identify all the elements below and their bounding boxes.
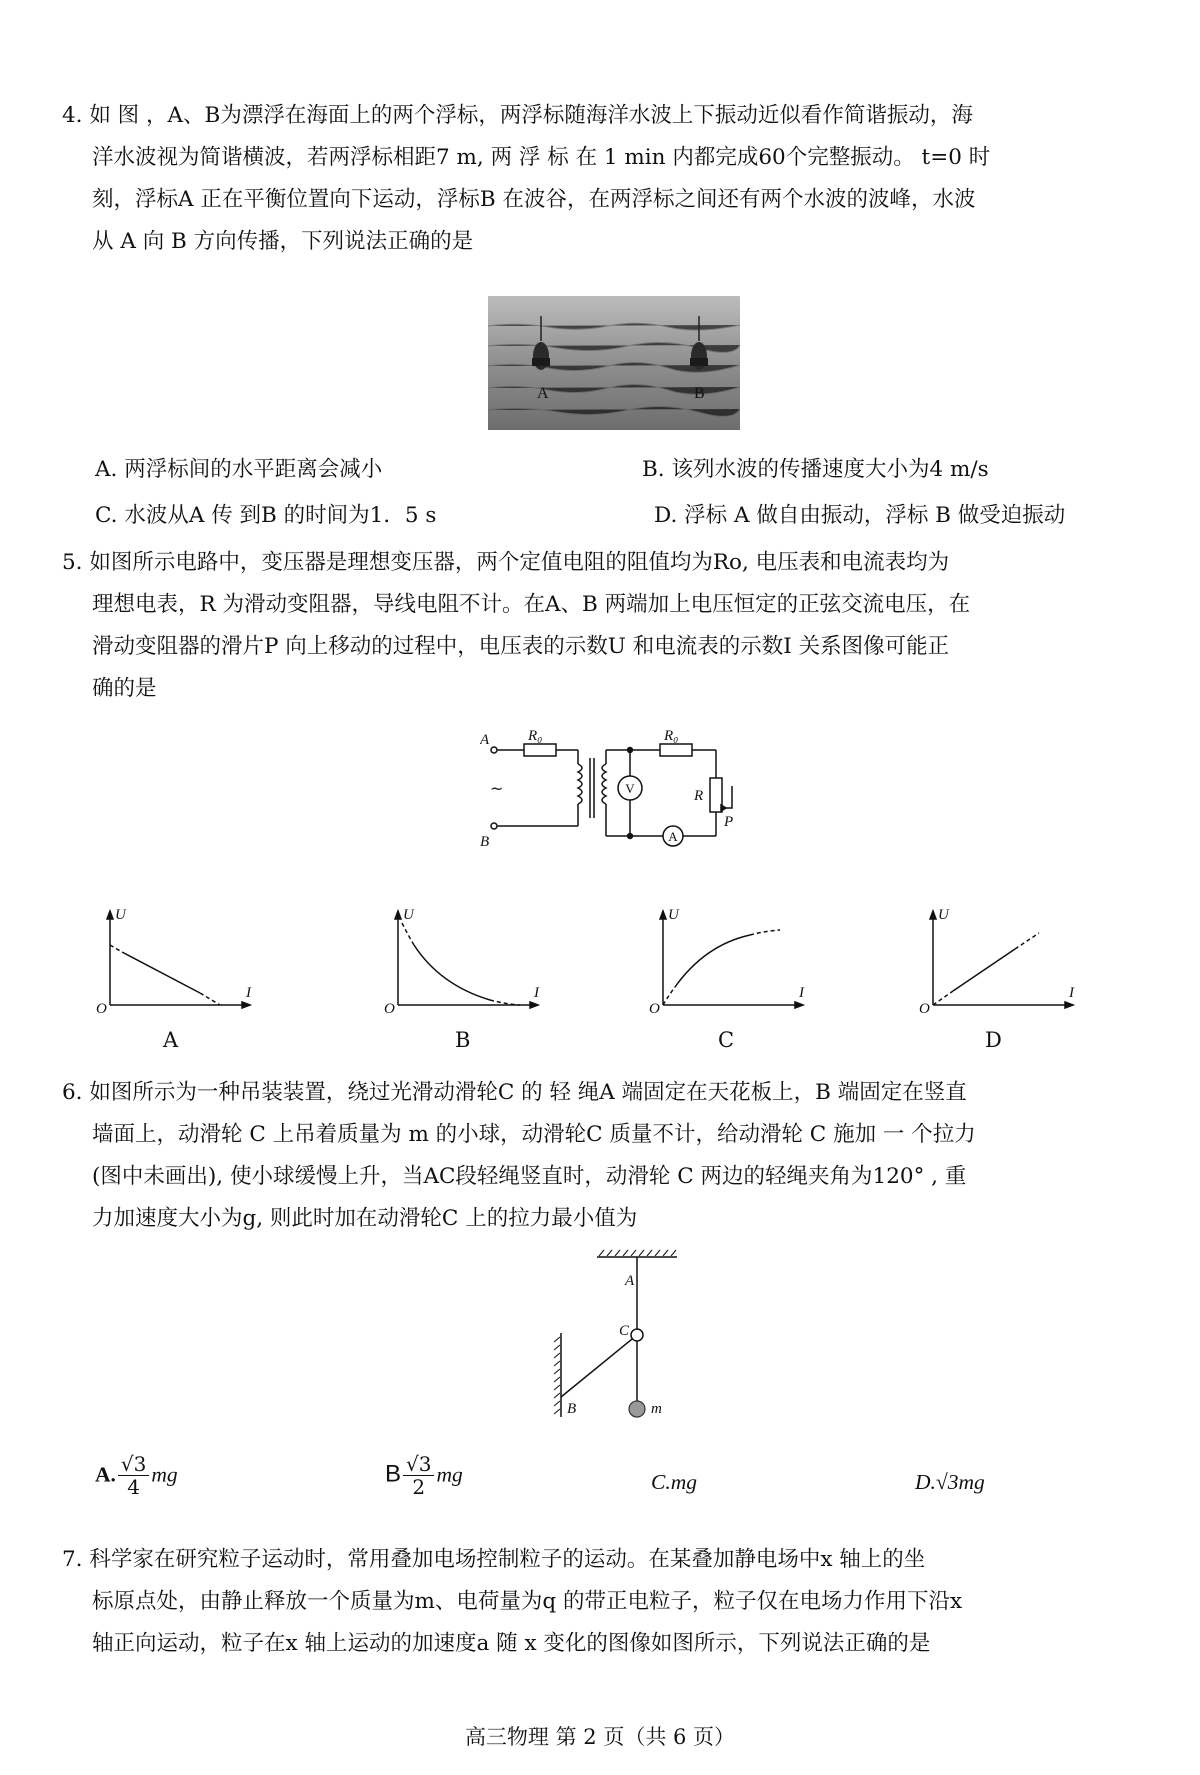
- graph-d-label: D: [985, 1028, 1002, 1052]
- resistor-r0-primary: [524, 744, 556, 756]
- r0-secondary-label: R₀: [664, 728, 679, 744]
- graph-d: [915, 905, 1085, 1015]
- q6-line-4: 力加速度大小为g, 则此时加在动滑轮C 上的拉力最小值为: [92, 1206, 638, 1231]
- q6-option-a-prefix: A.: [95, 1462, 116, 1487]
- graph-c-origin: O: [649, 1001, 660, 1015]
- page-footer: 高三物理 第 2 页（共 6 页）: [464, 1725, 736, 1749]
- terminal-a-label: A: [480, 732, 490, 748]
- graph-c-x-label: I: [799, 985, 804, 1001]
- graph-c: [645, 905, 815, 1015]
- graph-d-y-label: U: [938, 907, 949, 923]
- terminal-b-label: B: [480, 834, 490, 848]
- q7-line-1: 7. 科学家在研究粒子运动时，常用叠加电场控制粒子的运动。在某叠加静电场中x 轴上的坐: [62, 1547, 926, 1572]
- q4-option-d: D. 浮标 A 做自由振动，浮标 B 做受迫振动: [654, 503, 1066, 528]
- graph-a-y-label: U: [115, 907, 126, 923]
- q6-option-a-suffix: mg: [151, 1462, 178, 1487]
- graph-b-x-label: I: [534, 985, 539, 1001]
- q4-option-c: C. 水波从A 传 到B 的时间为1．5 s: [95, 503, 437, 528]
- ammeter-label: A: [668, 829, 678, 844]
- graph-a-x-label: I: [246, 985, 251, 1001]
- rheostat-label: R: [694, 788, 704, 804]
- transformer-circuit-diagram: [480, 728, 740, 848]
- q4-line-4: 从 A 向 B 方向传播，下列说法正确的是: [92, 229, 474, 254]
- q6-option-b-denominator: 2: [412, 1475, 426, 1499]
- photo-label-a: A: [537, 385, 549, 402]
- fig-label-a: A: [625, 1273, 635, 1289]
- graph-b: [380, 905, 550, 1015]
- q5-line-3: 滑动变阻器的滑片P 向上移动的过程中，电压表的示数U 和电流表的示数I 关系图像可能正: [92, 634, 950, 659]
- q4-line-3: 刻，浮标A 正在平衡位置向下运动，浮标B 在波谷，在两浮标之间还有两个水波的波峰，水波: [92, 187, 976, 212]
- graph-a-origin: O: [96, 1001, 107, 1015]
- fig-label-b: B: [567, 1401, 577, 1417]
- ball-m-icon: [629, 1401, 645, 1417]
- q6-option-a-denominator: 4: [127, 1475, 140, 1499]
- buoy-photo: [488, 296, 740, 430]
- q6-option-b-suffix: mg: [436, 1462, 463, 1487]
- graph-a: [92, 905, 262, 1015]
- pulley-diagram: [545, 1245, 690, 1420]
- q4-line-1: 4. 如 图 ，A、B为漂浮在海面上的两个浮标，两浮标随海洋水波上下振动近似看作简谐振动，海: [62, 103, 973, 128]
- graph-a-label: A: [163, 1028, 179, 1052]
- resistor-r0-secondary: [660, 744, 692, 756]
- q6-line-3: (图中未画出), 使小球缓慢上升，当AC段轻绳竖直时，动滑轮 C 两边的轻绳夹角为120° , 重: [92, 1164, 967, 1189]
- q5-line-1: 5. 如图所示电路中，变压器是理想变压器，两个定值电阻的阻值均为Ro, 电压表和电流表均为: [62, 550, 950, 575]
- graph-d-origin: O: [919, 1001, 930, 1015]
- q6-option-b: [385, 1453, 463, 1498]
- q5-line-2: 理想电表，R 为滑动变阻器，导线电阻不计。在A、B 两端加上电压恒定的正弦交流电压，在: [92, 592, 971, 617]
- rheostat-r: [710, 778, 722, 812]
- graph-b-label: B: [455, 1028, 471, 1052]
- r0-primary-label: R₀: [528, 728, 543, 744]
- q4-line-2: 洋水波视为简谐横波，若两浮标相距7 m, 两 浮 标 在 1 min 内都完成60个完整振动。 t=0 时: [92, 145, 991, 170]
- q6-option-b-numerator: √3: [403, 1453, 434, 1476]
- q6-option-c: C.mg: [651, 1470, 697, 1494]
- q4-option-a: A. 两浮标间的水平距离会减小: [95, 457, 383, 482]
- q5-line-4: 确的是: [92, 676, 157, 701]
- q4-option-b: B. 该列水波的传播速度大小为4 m/s: [642, 457, 989, 482]
- graph-c-y-label: U: [668, 907, 679, 923]
- graph-c-label: C: [718, 1028, 735, 1052]
- q7-line-3: 轴正向运动，粒子在x 轴上运动的加速度a 随 x 变化的图像如图所示，下列说法正确的是: [92, 1631, 931, 1656]
- ac-source-symbol: ~: [490, 779, 504, 798]
- graph-d-x-label: I: [1069, 985, 1074, 1001]
- graph-b-origin: O: [384, 1001, 395, 1015]
- graph-b-y-label: U: [403, 907, 414, 923]
- photo-label-b: B: [694, 385, 705, 402]
- q6-option-d: D.√3mg: [915, 1470, 985, 1494]
- q6-line-1: 6. 如图所示为一种吊装装置，绕过光滑动滑轮C 的 轻 绳A 端固定在天花板上，B 端固定在竖直: [62, 1080, 967, 1105]
- q6-option-a-fraction: [118, 1453, 149, 1498]
- q7-line-2: 标原点处，由静止释放一个质量为m、电荷量为q 的带正电粒子，粒子仅在电场力作用下沿x: [92, 1589, 963, 1614]
- slider-p-label: P: [724, 814, 734, 830]
- pulley-c-icon: [631, 1329, 643, 1341]
- q6-option-b-prefix: B: [385, 1460, 402, 1488]
- voltmeter-label: V: [625, 781, 635, 796]
- q6-line-2: 墙面上，动滑轮 C 上吊着质量为 m 的小球，动滑轮C 质量不计，给动滑轮 C 施加 一 个拉力: [92, 1122, 976, 1147]
- fig-label-m: m: [651, 1401, 662, 1417]
- q6-option-b-fraction: [403, 1453, 434, 1498]
- q6-option-a-numerator: √3: [118, 1453, 149, 1476]
- fig-label-c: C: [619, 1323, 630, 1339]
- q6-option-a: [95, 1453, 178, 1498]
